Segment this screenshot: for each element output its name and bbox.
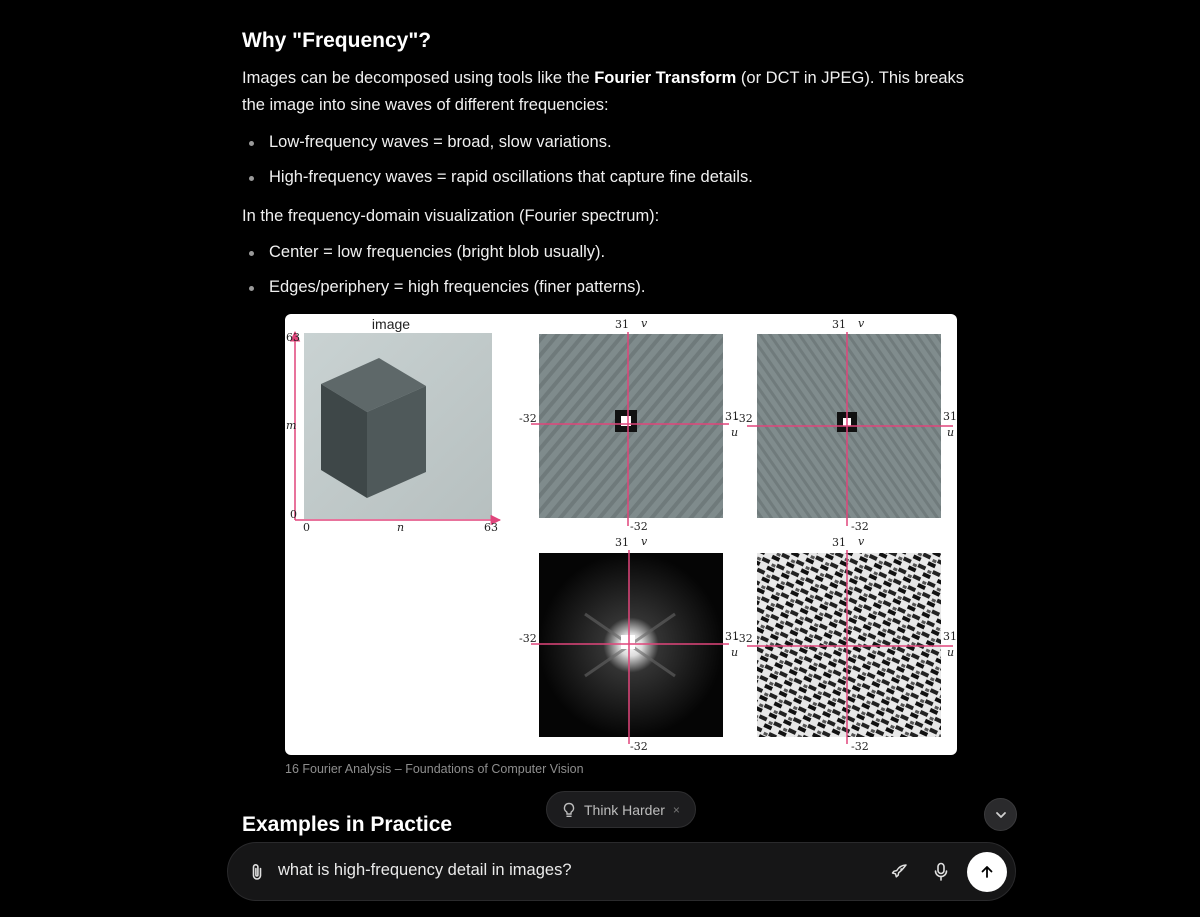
spectrum-paragraph: In the frequency-domain visualization (Fourier spectrum): xyxy=(242,207,660,225)
send-button[interactable] xyxy=(967,852,1007,892)
m-label: m xyxy=(286,419,297,432)
v-bottom-label: -32 xyxy=(630,520,648,533)
image-title: image xyxy=(371,316,411,332)
v-top-label: 31 xyxy=(615,318,629,331)
svg-text:-32: -32 xyxy=(630,740,648,753)
u-label: u xyxy=(731,426,739,439)
prompt-composer[interactable] xyxy=(227,842,1016,901)
x-left-label: 0 xyxy=(303,521,310,534)
spectrum-panel-phase xyxy=(735,535,957,753)
fourier-figure-svg xyxy=(285,314,957,755)
rocket-icon[interactable] xyxy=(888,861,910,883)
section-heading: Why "Frequency"? xyxy=(242,29,432,52)
y-bottom-label: 0 xyxy=(290,508,297,521)
svg-text:31: 31 xyxy=(943,630,957,643)
figure-caption: 16 Fourier Analysis – Foundations of Computer Vision xyxy=(285,762,584,776)
svg-text:31: 31 xyxy=(832,536,846,549)
bullet-icon xyxy=(249,141,254,146)
bullet-icon xyxy=(249,251,254,256)
spectrum-panel-real xyxy=(519,317,739,533)
intro-paragraph: Images can be decomposed using tools like the Fourier Transform (or DCT in JPEG). This breaks the image into sine waves of different frequencies: xyxy=(242,69,965,114)
svg-text:v: v xyxy=(858,535,865,548)
arrow-up-icon xyxy=(979,864,995,880)
bullet-icon xyxy=(249,286,254,291)
svg-text:31: 31 xyxy=(615,536,629,549)
svg-text:v: v xyxy=(641,535,648,548)
fourier-figure[interactable] xyxy=(285,314,957,755)
svg-text:31: 31 xyxy=(725,630,739,643)
svg-text:-32: -32 xyxy=(851,740,869,753)
spectrum-panel-magnitude xyxy=(519,535,739,753)
svg-text:-32: -32 xyxy=(735,632,753,645)
v-label: v xyxy=(641,317,648,330)
bullet-icon xyxy=(249,176,254,181)
svg-text:31: 31 xyxy=(832,318,846,331)
spectrum-panel-imag xyxy=(735,317,957,533)
svg-text:-32: -32 xyxy=(519,632,537,645)
svg-text:u: u xyxy=(731,646,739,659)
close-icon[interactable]: × xyxy=(672,802,680,817)
fourier-transform-bold: Fourier Transform xyxy=(594,69,737,87)
svg-text:-32: -32 xyxy=(851,520,869,533)
think-harder-chip[interactable] xyxy=(546,791,696,828)
svg-text:-32: -32 xyxy=(735,412,753,425)
svg-text:u: u xyxy=(947,426,955,439)
u-left-label: -32 xyxy=(519,412,537,425)
svg-text:v: v xyxy=(858,317,865,330)
chevron-down-icon xyxy=(994,808,1008,822)
u-right-label: 31 xyxy=(725,410,739,423)
think-harder-label: Think Harder xyxy=(584,801,665,818)
x-right-label: 63 xyxy=(484,521,498,534)
paperclip-icon[interactable] xyxy=(248,862,266,882)
prompt-input[interactable]: what is high-frequency detail in images? xyxy=(278,861,572,879)
y-top-label: 63 xyxy=(286,331,300,344)
lightbulb-icon xyxy=(562,802,576,818)
scroll-down-button[interactable] xyxy=(984,798,1017,831)
svg-text:31: 31 xyxy=(943,410,957,423)
examples-heading: Examples in Practice xyxy=(242,813,453,836)
microphone-icon[interactable] xyxy=(930,861,952,883)
svg-text:u: u xyxy=(947,646,955,659)
n-label: n xyxy=(397,521,405,534)
